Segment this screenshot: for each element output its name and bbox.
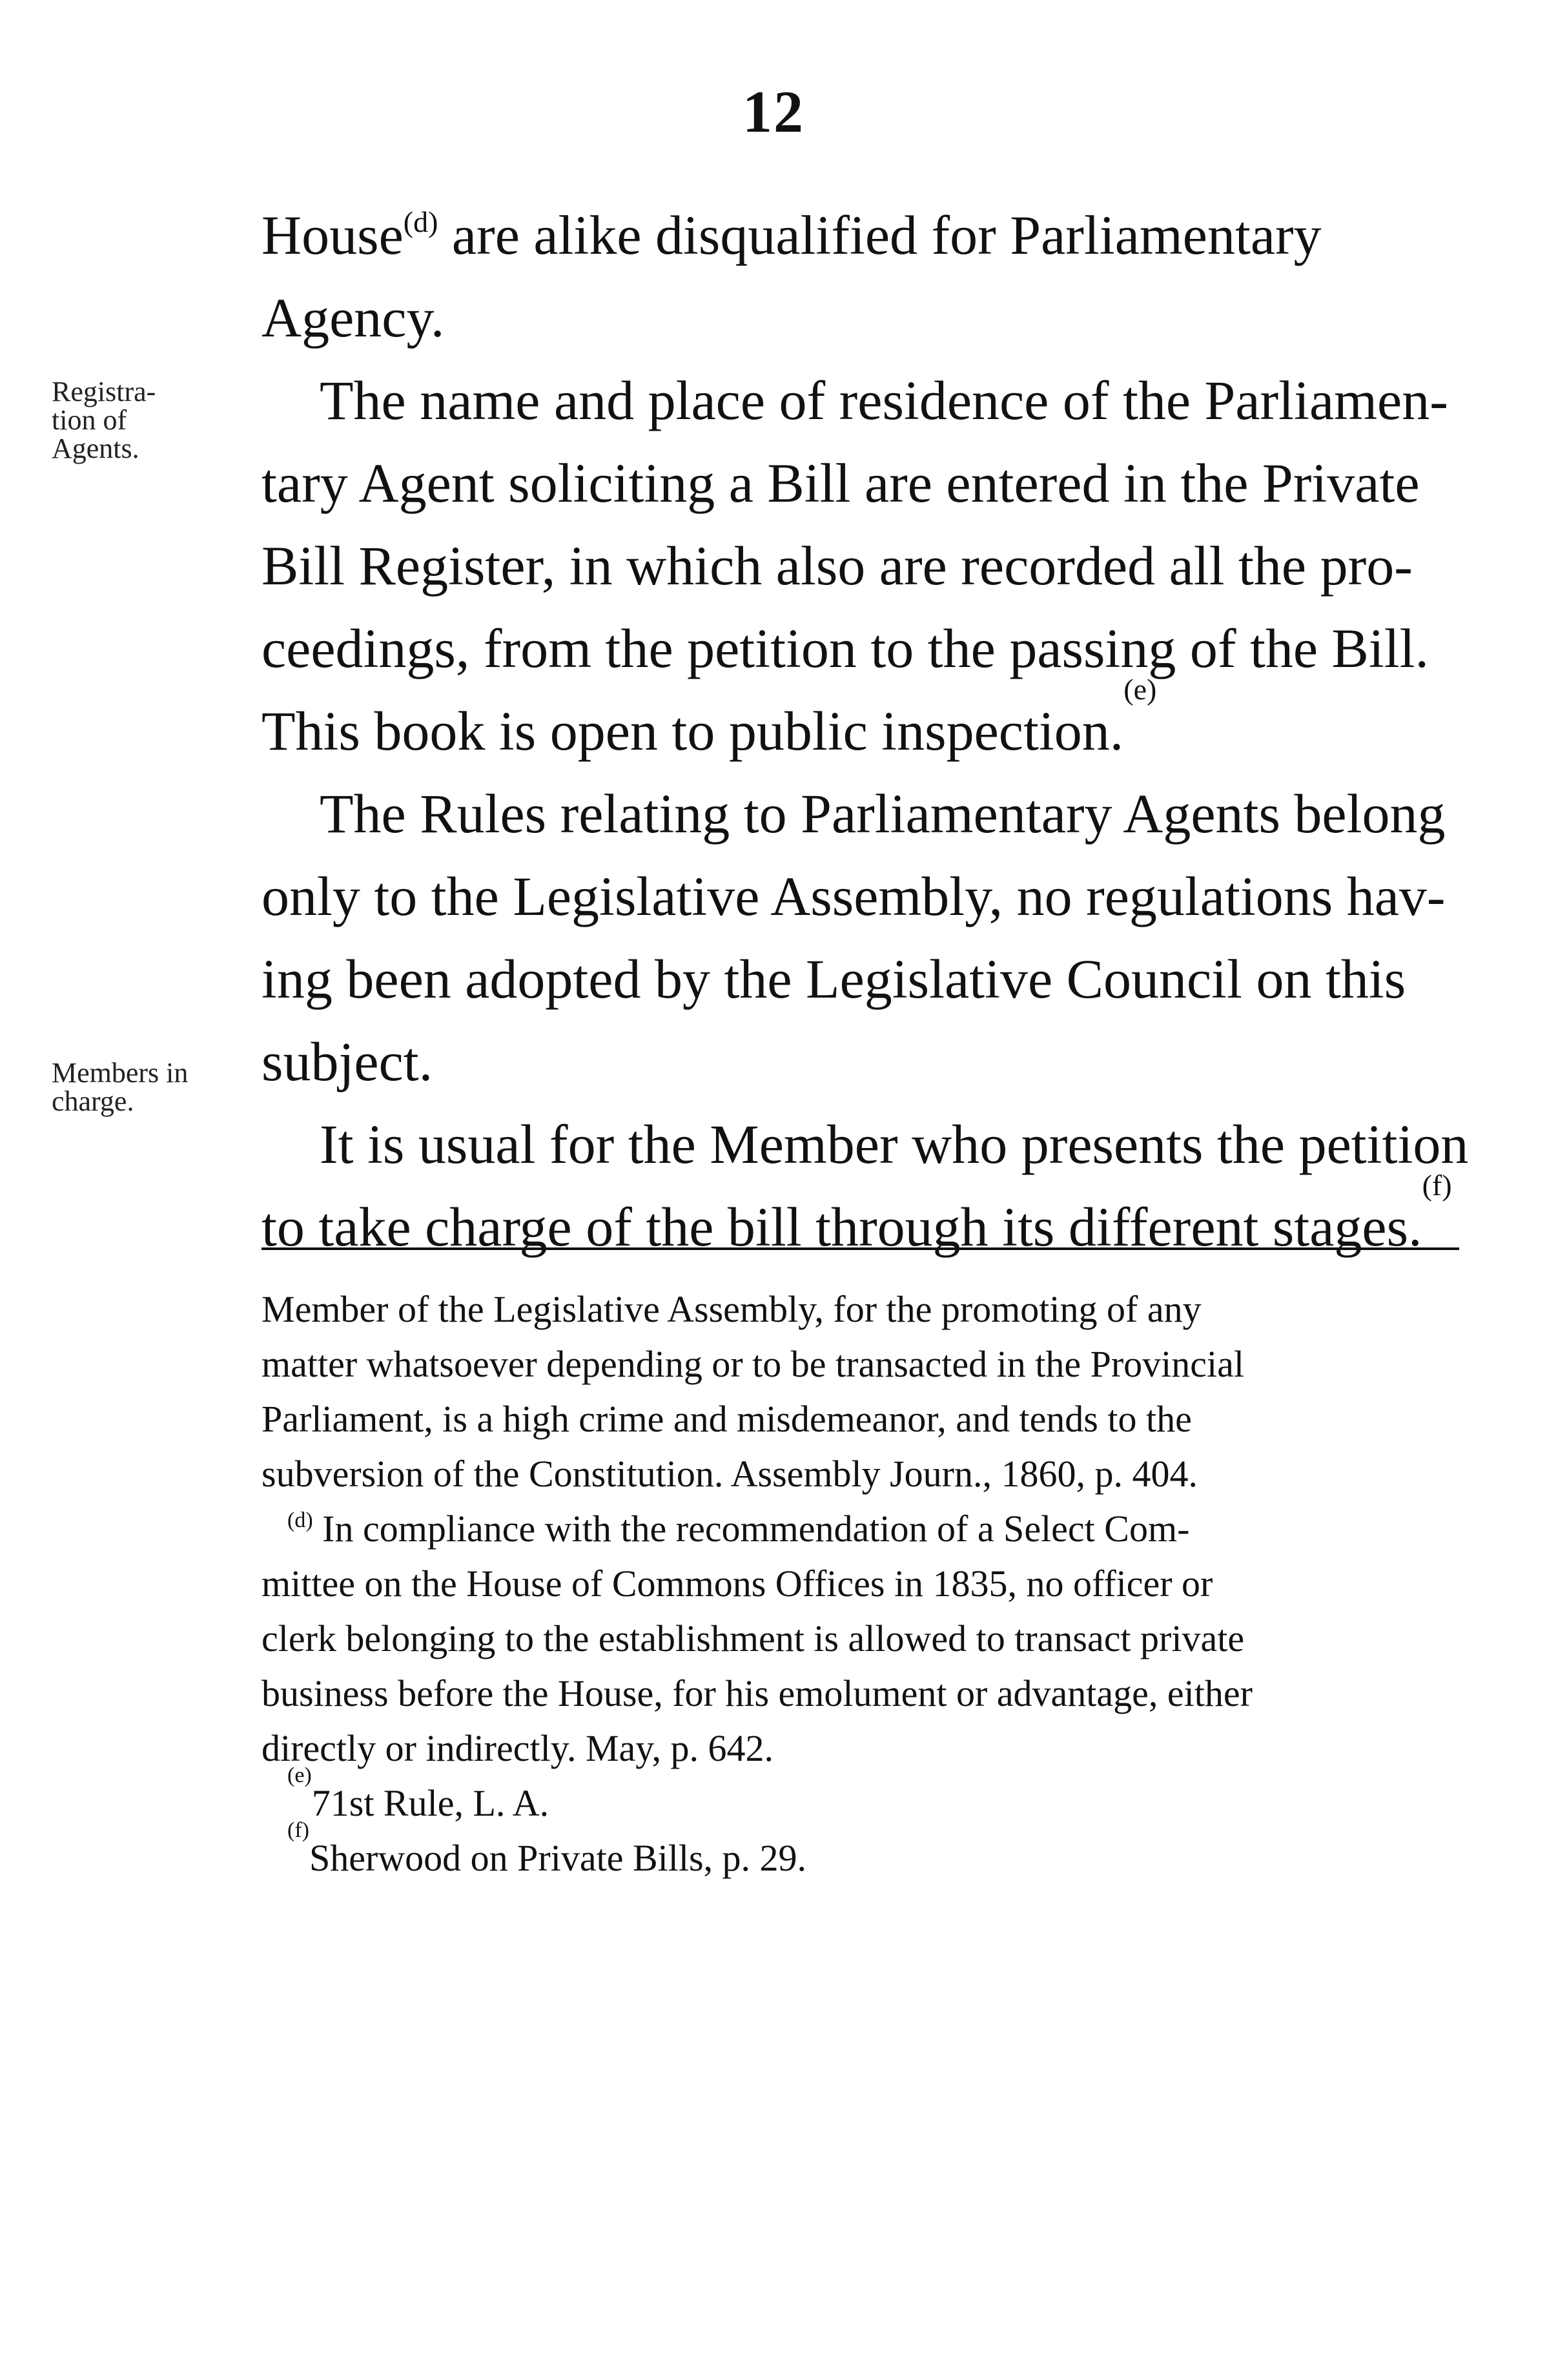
body-line-text: to take charge of the bill through its different stages. <box>261 1196 1422 1258</box>
margin-note-line: Agents. <box>52 433 139 464</box>
footnote-line: subversion of the Constitution. Assembly Journ., 1860, p. 404. <box>261 1453 1198 1495</box>
body-line: It is usual for the Member who presents the petition <box>320 1113 1469 1175</box>
footnote-ref-d: (d) <box>403 205 438 238</box>
footnote-ref-e: (e) <box>1123 673 1157 706</box>
body-line: ceedings, from the petition to the passing of the Bill. <box>261 617 1429 679</box>
footnote-marker-d: (d) <box>287 1508 313 1532</box>
footnote-line: matter whatsoever depending or to be transacted in the Provincial <box>261 1343 1244 1385</box>
margin-note-registration <box>52 378 258 463</box>
body-text <box>261 194 1469 1268</box>
body-line: Agency. <box>261 287 445 349</box>
page-number: 12 <box>743 79 804 145</box>
margin-note-members <box>52 1059 258 1116</box>
footnote-line: business before the House, for his emolument or advantage, either <box>261 1672 1253 1714</box>
margin-note-line: Members in <box>52 1057 189 1089</box>
margin-note-line: tion of <box>52 404 127 436</box>
body-line-text: House$^{(d)}$ are alike disqualified for Parliamentary <box>261 204 1322 266</box>
body-line: Bill Register, in which also are recorded all the pro- <box>261 535 1413 597</box>
footnote-f-text: Sherwood on Private Bills, p. 29. <box>309 1837 807 1879</box>
footnote-line: Parliament, is a high crime and misdemeanor, and tends to the <box>261 1398 1192 1440</box>
body-line: subject. <box>261 1031 433 1093</box>
footnote-line <box>261 1501 1462 1556</box>
body-line <box>261 1169 1462 1268</box>
margin-note-line: charge. <box>52 1085 134 1117</box>
footnote-line: Member of the Legislative Assembly, for the promoting of any <box>261 1288 1202 1330</box>
margin-note-line: Registra- <box>52 376 156 407</box>
footnote-f <box>261 1818 1462 1885</box>
footnote-divider <box>261 1247 1459 1250</box>
footnote-e-text: 71st Rule, L. A. <box>311 1782 549 1824</box>
body-line: ing been adopted by the Legislative Council on this <box>261 948 1406 1010</box>
body-line: The name and place of residence of the Parliamen- <box>320 369 1448 431</box>
footnotes <box>261 1282 1462 1885</box>
footnote-e <box>261 1763 1462 1831</box>
footnote-d-first: $^{(d)}$ In compliance with the recommendation of a Select Com- <box>287 1508 1190 1550</box>
footnote-ref-f: (f) <box>1422 1169 1452 1202</box>
body-line: tary Agent soliciting a Bill are entered in the Private <box>261 452 1420 514</box>
footnote-line: mittee on the House of Commons Offices in 1835, no officer or <box>261 1563 1213 1605</box>
body-line-text: This book is open to public inspection. <box>261 700 1124 762</box>
footnote-marker-f: (f) <box>287 1818 309 1842</box>
footnote-line: directly or indirectly. May, p. 642. <box>261 1727 774 1769</box>
footnote-marker-e: (e) <box>287 1763 312 1787</box>
footnote-line: clerk belonging to the establishment is allowed to transact private <box>261 1617 1245 1659</box>
body-line <box>261 194 1462 276</box>
body-line: The Rules relating to Parliamentary Agents belong <box>320 783 1446 845</box>
body-line <box>261 673 1462 772</box>
body-line: only to the Legislative Assembly, no regulations hav- <box>261 865 1446 927</box>
